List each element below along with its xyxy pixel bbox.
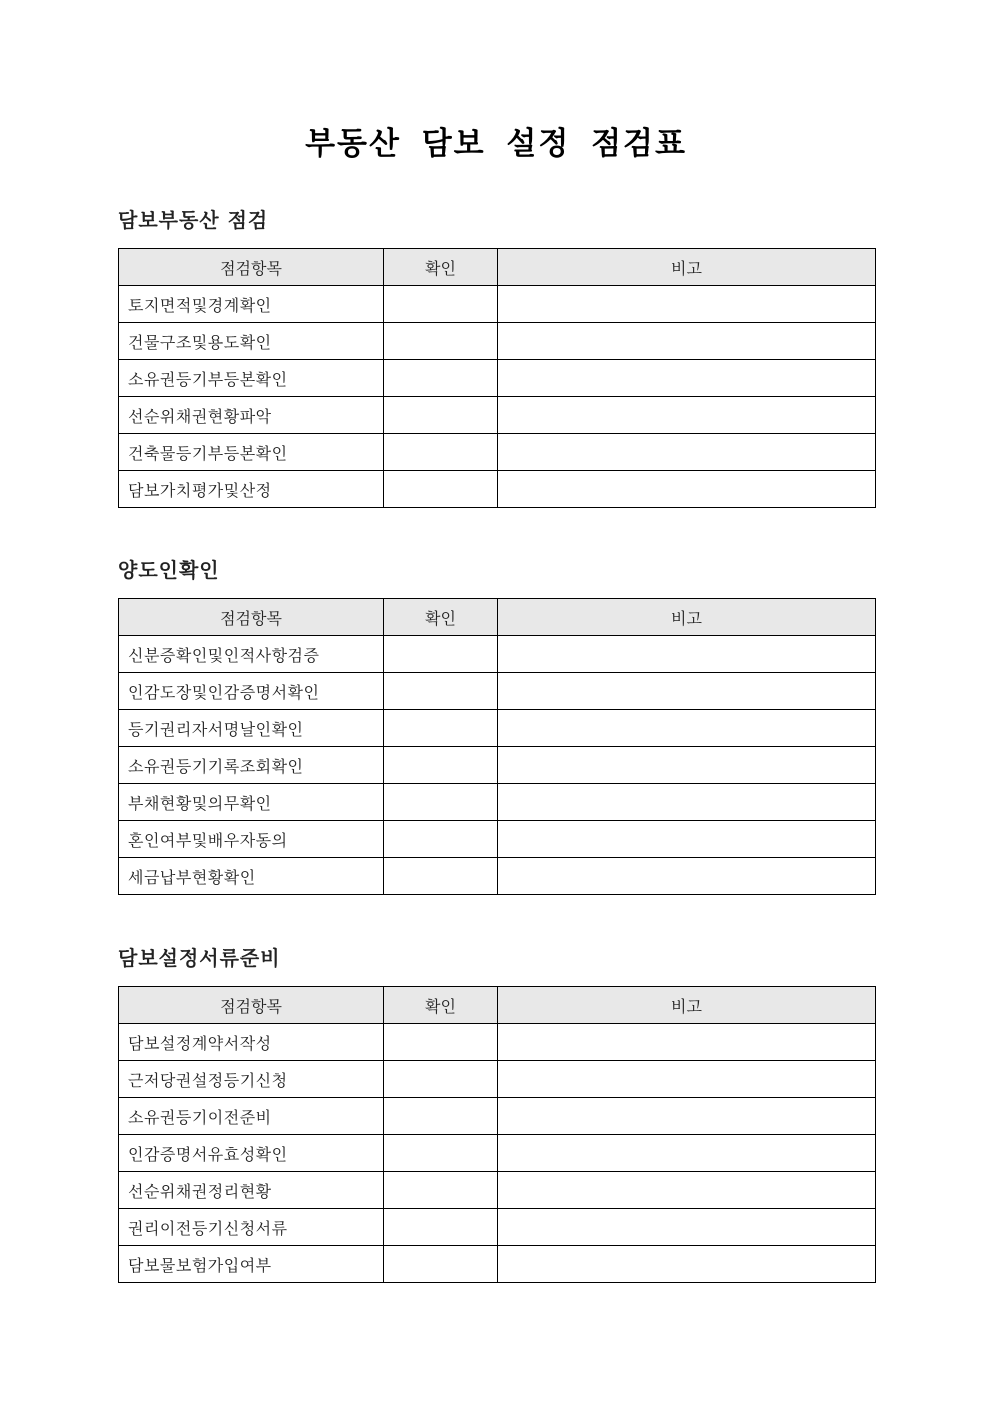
table-header-row: [119, 987, 876, 1024]
table-row: [119, 286, 876, 323]
table-row: [119, 710, 876, 747]
checklist-table: [118, 986, 876, 1283]
check-cell[interactable]: [384, 397, 498, 434]
remarks-cell[interactable]: [498, 434, 876, 471]
section-title: 담보부동산 점검: [118, 208, 269, 232]
remarks-cell[interactable]: [498, 1246, 876, 1283]
check-cell[interactable]: [384, 1135, 498, 1172]
table-row: [119, 360, 876, 397]
remarks-cell[interactable]: [498, 710, 876, 747]
column-header-check: 확인: [384, 599, 498, 636]
item-label: 등기권리자서명날인확인: [119, 710, 384, 747]
check-cell[interactable]: [384, 286, 498, 323]
item-label: 건축물등기부등본확인: [119, 434, 384, 471]
item-label: 신분증확인및인적사항검증: [119, 636, 384, 673]
table-row: [119, 471, 876, 508]
remarks-cell[interactable]: [498, 1135, 876, 1172]
item-label: 담보설정계약서작성: [119, 1024, 384, 1061]
column-header-check: 확인: [384, 249, 498, 286]
table-row: [119, 673, 876, 710]
remarks-cell[interactable]: [498, 323, 876, 360]
check-cell[interactable]: [384, 673, 498, 710]
table-row: [119, 1061, 876, 1098]
checklist-table: [118, 248, 876, 508]
table-row: [119, 747, 876, 784]
item-label: 근저당권설정등기신청: [119, 1061, 384, 1098]
table-row: [119, 323, 876, 360]
table-row: [119, 784, 876, 821]
section-collateral-documents: [118, 943, 875, 1283]
section-collateral-property: [118, 205, 875, 508]
table-row: [119, 434, 876, 471]
check-cell[interactable]: [384, 747, 498, 784]
table-row: [119, 1209, 876, 1246]
table-row: [119, 1135, 876, 1172]
check-cell[interactable]: [384, 821, 498, 858]
column-header-remarks: 비고: [498, 987, 876, 1024]
remarks-cell[interactable]: [498, 1209, 876, 1246]
check-cell[interactable]: [384, 784, 498, 821]
item-label: 인감증명서유효성확인: [119, 1135, 384, 1172]
remarks-cell[interactable]: [498, 1172, 876, 1209]
item-label: 소유권등기이전준비: [119, 1098, 384, 1135]
table-row: [119, 1098, 876, 1135]
column-header-item: 점검항목: [119, 599, 384, 636]
check-cell[interactable]: [384, 1209, 498, 1246]
column-header-remarks: 비고: [498, 249, 876, 286]
item-label: 소유권등기기록조회확인: [119, 747, 384, 784]
item-label: 선순위채권현황파악: [119, 397, 384, 434]
remarks-cell[interactable]: [498, 858, 876, 895]
check-cell[interactable]: [384, 323, 498, 360]
table-row: [119, 636, 876, 673]
table-row: [119, 858, 876, 895]
table-row: [119, 821, 876, 858]
remarks-cell[interactable]: [498, 360, 876, 397]
remarks-cell[interactable]: [498, 1061, 876, 1098]
item-label: 권리이전등기신청서류: [119, 1209, 384, 1246]
item-label: 토지면적및경계확인: [119, 286, 384, 323]
table-row: [119, 1024, 876, 1061]
check-cell[interactable]: [384, 636, 498, 673]
check-cell[interactable]: [384, 1172, 498, 1209]
remarks-cell[interactable]: [498, 784, 876, 821]
column-header-item: 점검항목: [119, 249, 384, 286]
section-transferor-check: [118, 555, 875, 895]
page-title: 부동산 담보 설정 점검표: [305, 126, 687, 162]
table-row: [119, 397, 876, 434]
item-label: 선순위채권정리현황: [119, 1172, 384, 1209]
item-label: 부채현황및의무확인: [119, 784, 384, 821]
remarks-cell[interactable]: [498, 471, 876, 508]
check-cell[interactable]: [384, 434, 498, 471]
remarks-cell[interactable]: [498, 397, 876, 434]
table-row: [119, 1172, 876, 1209]
column-header-remarks: 비고: [498, 599, 876, 636]
item-label: 소유권등기부등본확인: [119, 360, 384, 397]
check-cell[interactable]: [384, 360, 498, 397]
remarks-cell[interactable]: [498, 1024, 876, 1061]
check-cell[interactable]: [384, 858, 498, 895]
check-cell[interactable]: [384, 1246, 498, 1283]
check-cell[interactable]: [384, 1061, 498, 1098]
check-cell[interactable]: [384, 710, 498, 747]
item-label: 혼인여부및배우자동의: [119, 821, 384, 858]
remarks-cell[interactable]: [498, 821, 876, 858]
item-label: 건물구조및용도확인: [119, 323, 384, 360]
section-title: 담보설정서류준비: [118, 946, 281, 970]
item-label: 담보가치평가및산정: [119, 471, 384, 508]
checklist-table: [118, 598, 876, 895]
section-title: 양도인확인: [118, 558, 220, 582]
item-label: 세금납부현황확인: [119, 858, 384, 895]
column-header-item: 점검항목: [119, 987, 384, 1024]
remarks-cell[interactable]: [498, 747, 876, 784]
item-label: 인감도장및인감증명서확인: [119, 673, 384, 710]
remarks-cell[interactable]: [498, 636, 876, 673]
table-header-row: [119, 249, 876, 286]
column-header-check: 확인: [384, 987, 498, 1024]
item-label: 담보물보험가입여부: [119, 1246, 384, 1283]
check-cell[interactable]: [384, 1024, 498, 1061]
remarks-cell[interactable]: [498, 286, 876, 323]
check-cell[interactable]: [384, 1098, 498, 1135]
remarks-cell[interactable]: [498, 1098, 876, 1135]
table-header-row: [119, 599, 876, 636]
table-row: [119, 1246, 876, 1283]
remarks-cell[interactable]: [498, 673, 876, 710]
check-cell[interactable]: [384, 471, 498, 508]
